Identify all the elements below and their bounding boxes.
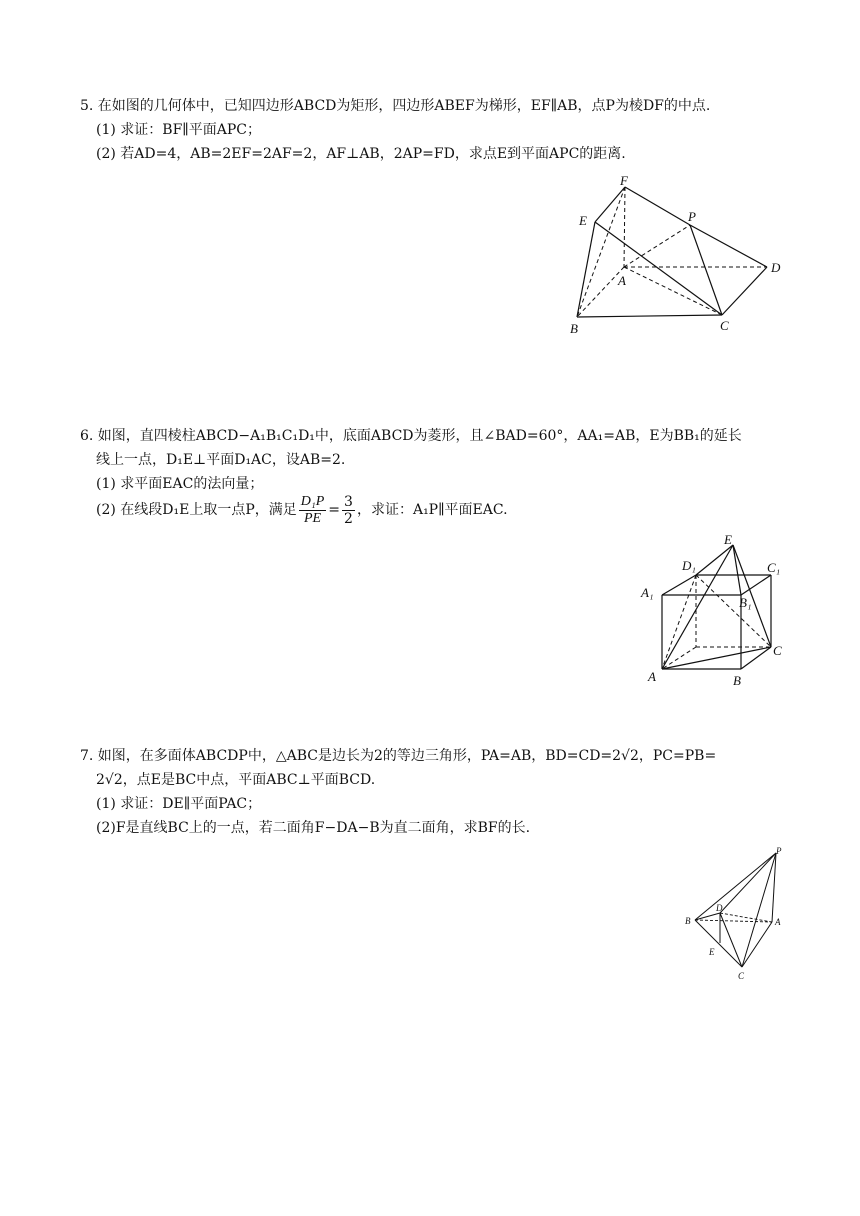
problem-6-part-1: (1) 求平面EAC的法向量； [96,476,264,492]
equals-sign: = [328,502,341,518]
problem-7-figure [680,845,800,985]
problem-6-figure [636,532,796,690]
label-d: D [716,903,723,913]
label-f: F [620,173,628,188]
label-e: E [709,947,715,957]
problem-5-part-1: (1) 求证：BF∥平面APC； [96,122,261,138]
problem-5-part-2: (2) 若AD=4，AB=2EF=2AF=2，AF⊥AB，2AP=FD，求点E到平面APC的距离. [96,146,626,162]
value-denominator: 2 [344,510,353,527]
label-c1: C₁ [767,560,781,575]
ratio-numerator: D₁P [300,493,325,509]
label-c: C [720,318,729,333]
problem-7-stem-2: 2√2，点E是BC中点，平面ABC⊥平面BCD. [96,772,376,788]
label-b: B [685,916,691,926]
value-numerator: 3 [344,493,353,510]
problem-5-figure [560,175,790,340]
problem-7-part-2: (2)F是直线BC上的一点，若二面角F−DA−B为直二面角，求BF的长. [96,820,531,836]
problem-6-stem-2: 线上一点，D₁E⊥平面D₁AC，设AB=2. [96,452,346,468]
label-a1: A₁ [641,585,654,600]
label-a: A [648,669,656,684]
label-p: P [688,209,696,224]
label-e: E [724,532,732,547]
problem-6-part-2-tail: ，求证：A₁P∥平面EAC. [356,502,508,518]
value-fraction [342,494,355,527]
label-d: D [771,260,781,275]
label-c: C [738,971,745,981]
label-d1: D₁ [682,558,696,573]
problem-6-part-2-lead: (2) 在线段D₁E上取一点P，满足 [96,502,297,518]
ratio-fraction [299,494,327,527]
problem-5-stem: 5. 在如图的几何体中，已知四边形ABCD为矩形，四边形ABEF为梯形，EF∥AB，点P为棱DF的中点. [80,98,711,114]
label-a: A [618,273,626,288]
label-p: P [776,846,782,856]
label-c: C [773,643,782,658]
problem-7-stem-1: 7. 如图，在多面体ABCDP中，△ABC是边长为2的等边三角形，PA=AB，BD=CD=2√2，PC=PB= [80,748,717,764]
label-a: A [775,917,781,927]
label-b: B [570,321,578,336]
problem-7-part-1: (1) 求证：DE∥平面PAC； [96,796,262,812]
label-e: E [579,213,587,228]
problem-6-part-2 [96,492,508,528]
ratio-denominator: PE [303,510,322,526]
problem-6-stem-1: 6. 如图，直四棱柱ABCD−A₁B₁C₁D₁中，底面ABCD为菱形，且∠BAD=60°，AA₁=AB，E为BB₁的延长 [80,428,742,444]
label-b: B [733,673,741,688]
label-b1: B₁ [739,595,752,610]
